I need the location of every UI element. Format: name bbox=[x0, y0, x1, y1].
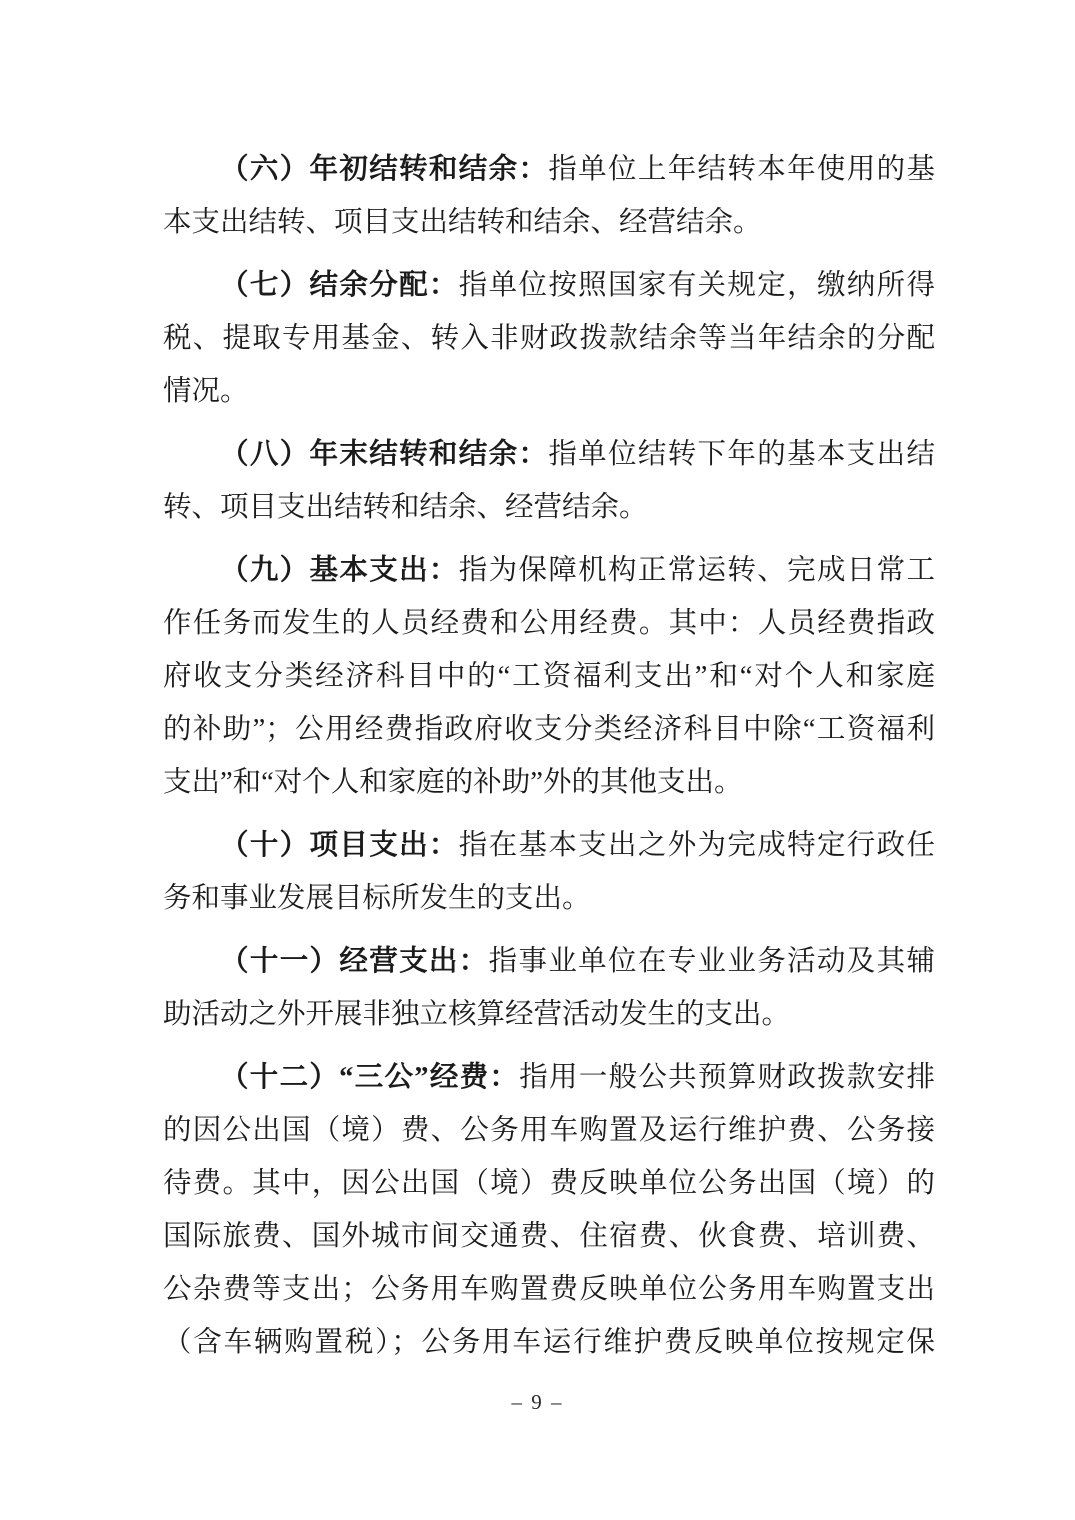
paragraph-lead: （九）基本支出： bbox=[220, 555, 459, 586]
text-block bbox=[163, 143, 935, 1379]
paragraph-body: 指在基本支出之外为完成特定行政任 bbox=[458, 830, 935, 861]
paragraph-lead: （十一）经营支出： bbox=[220, 946, 489, 977]
text-line: 转、项目支出结转和结余、经营结余。 bbox=[163, 492, 648, 523]
text-line: 税、提取专用基金、转入非财政拨款结余等当年结余的分配 bbox=[163, 323, 935, 354]
paragraph bbox=[163, 544, 935, 809]
text-line bbox=[163, 259, 935, 312]
text-line: （含车辆购置税）；公务用车运行维护费反映单位按规定保 bbox=[163, 1327, 935, 1358]
text-line: 的因公出国（境）费、公务用车购置及运行维护费、公务接 bbox=[163, 1115, 935, 1146]
text-line: 务和事业发展目标所发生的支出。 bbox=[163, 883, 591, 914]
paragraph-lead: （十）项目支出： bbox=[220, 830, 459, 861]
text-line: 的补助”；公用经费指政府收支分类经济科目中除“工资福利 bbox=[163, 714, 935, 745]
text-line bbox=[163, 544, 935, 597]
text-line bbox=[163, 935, 935, 988]
paragraph bbox=[163, 935, 935, 1041]
paragraph-body: 指事业单位在专业业务活动及其辅 bbox=[488, 946, 935, 977]
paragraph-lead: （七）结余分配： bbox=[220, 270, 459, 301]
paragraph bbox=[163, 259, 935, 418]
text-line: 待费。其中，因公出国（境）费反映单位公务出国（境）的 bbox=[163, 1168, 935, 1199]
text-line: 公杂费等支出；公务用车购置费反映单位公务用车购置支出 bbox=[163, 1274, 935, 1305]
text-line bbox=[163, 143, 935, 196]
paragraph bbox=[163, 819, 935, 925]
text-line bbox=[163, 428, 935, 481]
text-line: 支出”和“对个人和家庭的补助”外的其他支出。 bbox=[163, 767, 743, 798]
paragraph-lead: （六）年初结转和结余： bbox=[220, 154, 549, 185]
paragraph-body: 指单位上年结转本年使用的基 bbox=[548, 154, 935, 185]
page-number: – 9 – bbox=[511, 1390, 564, 1414]
text-line: 助活动之外开展非独立核算经营活动发生的支出。 bbox=[163, 999, 791, 1030]
paragraph bbox=[163, 143, 935, 249]
text-line: 情况。 bbox=[163, 376, 249, 407]
paragraph-body: 指单位按照国家有关规定，缴纳所得 bbox=[458, 270, 935, 301]
text-line bbox=[163, 819, 935, 872]
paragraph-body: 指用一般公共预算财政拨款安排 bbox=[519, 1062, 935, 1093]
paragraph bbox=[163, 428, 935, 534]
paragraph-body: 指为保障机构正常运转、完成日常工 bbox=[458, 555, 935, 586]
paragraph-body: 指单位结转下年的基本支出结 bbox=[548, 439, 935, 470]
paragraph-lead: （十二）“三公”经费： bbox=[220, 1062, 520, 1093]
paragraph bbox=[163, 1051, 935, 1369]
text-line: 府收支分类经济科目中的“工资福利支出”和“对个人和家庭 bbox=[163, 661, 935, 692]
text-line: 本支出结转、项目支出结转和结余、经营结余。 bbox=[163, 207, 762, 238]
text-line: 作任务而发生的人员经费和公用经费。其中：人员经费指政 bbox=[163, 608, 935, 639]
text-line: 国际旅费、国外城市间交通费、住宿费、伙食费、培训费、 bbox=[163, 1221, 935, 1252]
paragraph-lead: （八）年末结转和结余： bbox=[220, 439, 549, 470]
text-line bbox=[163, 1051, 935, 1104]
